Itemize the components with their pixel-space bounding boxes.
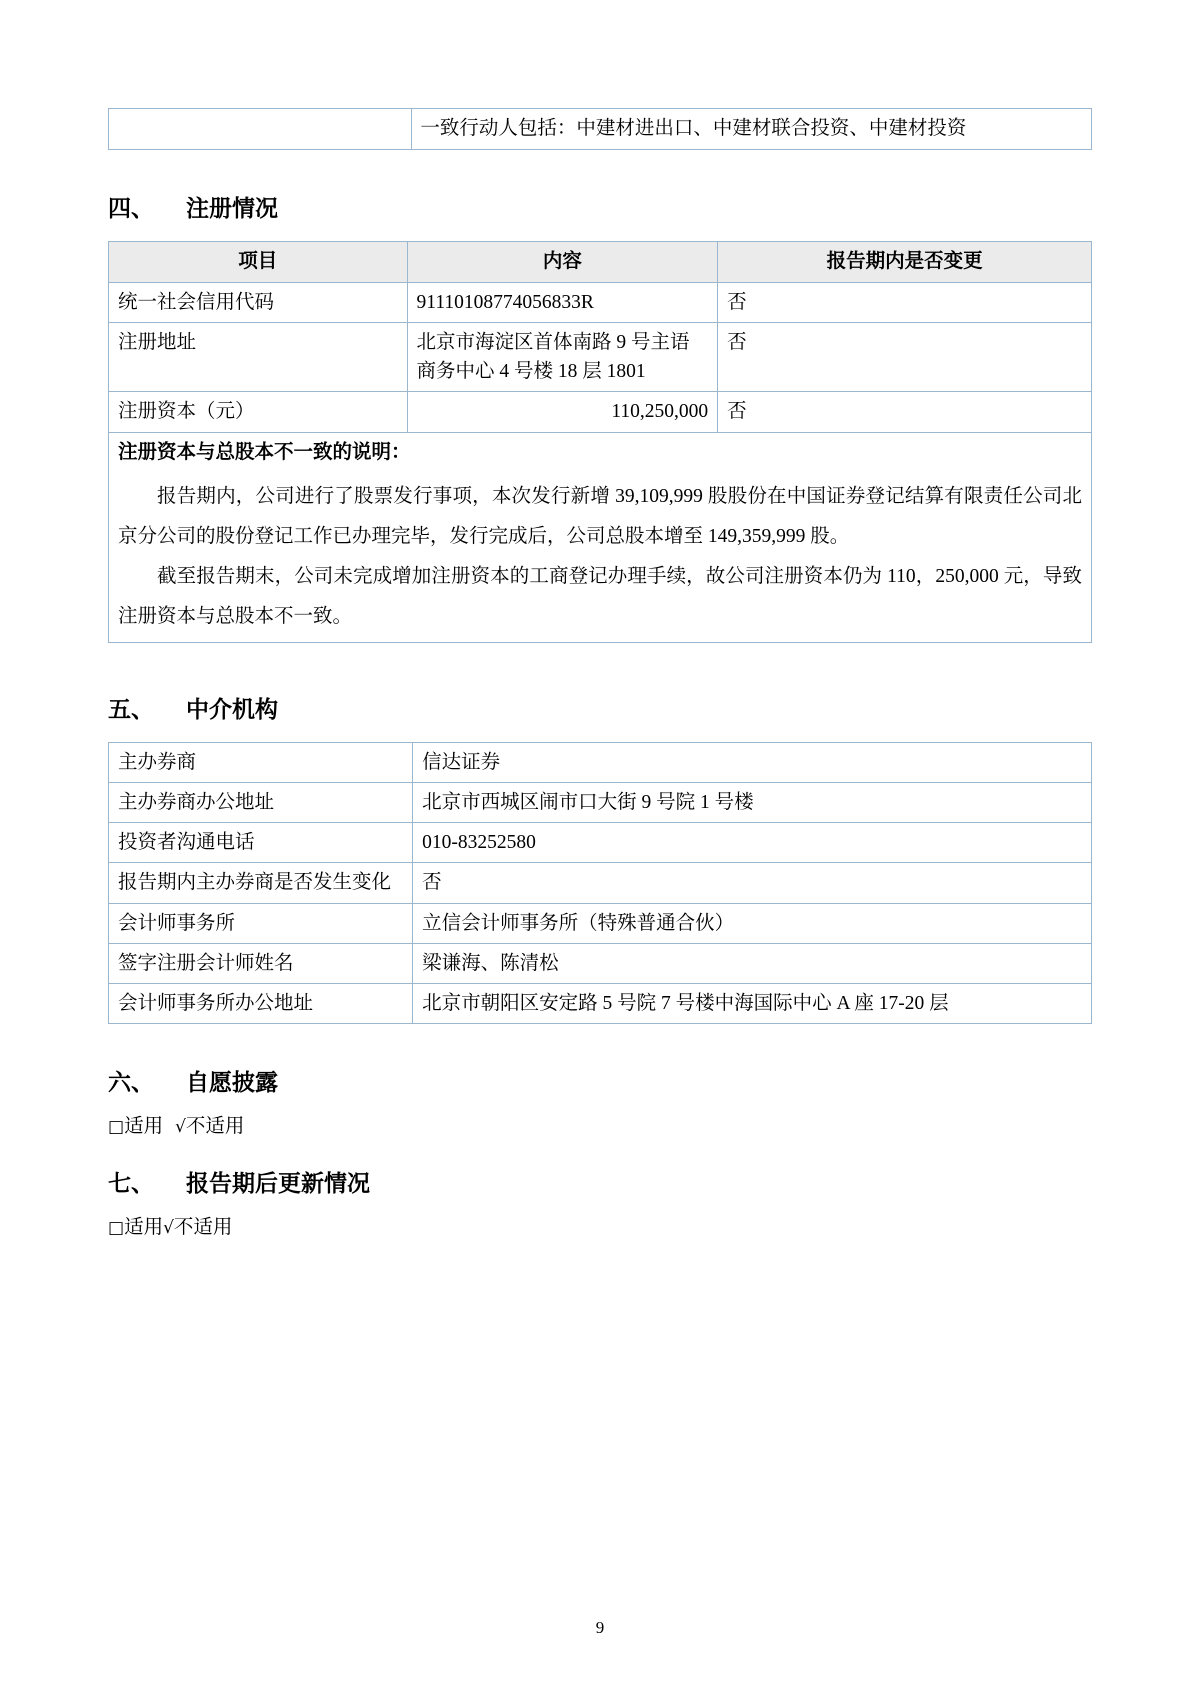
section-number: 六、: [108, 1070, 154, 1096]
cell-item: 统一社会信用代码: [109, 282, 408, 322]
continued-right-cell: 一致行动人包括：中建材进出口、中建材联合投资、中建材投资: [412, 109, 1092, 150]
cell-value: 信达证券: [413, 742, 1092, 782]
section-heading-post-period-update: [108, 1165, 1092, 1198]
table-row: [109, 109, 1092, 150]
table-row: [109, 823, 1092, 863]
intermediary-table: [108, 742, 1092, 1025]
table-header-row: [109, 242, 1092, 282]
note-title: 注册资本与总股本不一致的说明：: [118, 441, 411, 463]
cell-label: 会计师事务所办公地址: [109, 984, 413, 1024]
cell-content: 北京市海淀区首体南路 9 号主语商务中心 4 号楼 18 层 1801: [407, 322, 718, 392]
checkbox-label-applicable: 适用: [124, 1116, 164, 1138]
cell-value: 010-83252580: [413, 823, 1092, 863]
cell-label: 签字注册会计师姓名: [109, 943, 413, 983]
section-heading-intermediary: [108, 691, 1092, 724]
cell-value: 梁谦海、陈清松: [413, 943, 1092, 983]
section-title: 自愿披露: [186, 1070, 278, 1096]
note-paragraph: 截至报告期末，公司未完成增加注册资本的工商登记办理手续，故公司注册资本仍为 110，250,000 元，导致注册资本与总股本不一致。: [118, 565, 1082, 627]
voluntary-disclosure-choice: [108, 1111, 1092, 1142]
cell-changed: 否: [718, 392, 1092, 432]
table-row: [109, 943, 1092, 983]
cell-content: 110,250,000: [407, 392, 718, 432]
section-title: 中介机构: [186, 696, 278, 722]
cell-content: 91110108774056833R: [407, 282, 718, 322]
table-row: [109, 782, 1092, 822]
cell-label: 会计师事务所: [109, 903, 413, 943]
checkbox-checked-icon[interactable]: √: [175, 1117, 186, 1138]
table-row: [109, 863, 1092, 903]
checkbox-label-applicable: 适用: [124, 1216, 164, 1238]
section-heading-registration: [108, 190, 1092, 223]
section-title: 注册情况: [186, 196, 278, 222]
table-row-note: [109, 432, 1092, 642]
cell-item: 注册资本（元）: [109, 392, 408, 432]
table-row: [109, 322, 1092, 392]
table-row: [109, 282, 1092, 322]
section-number: 四、: [108, 196, 154, 222]
checkbox-unchecked-icon[interactable]: □: [108, 1117, 125, 1138]
table-row: [109, 392, 1092, 432]
column-header-item: 项目: [109, 242, 408, 282]
cell-label: 主办券商办公地址: [109, 782, 413, 822]
section-number: 五、: [108, 696, 154, 722]
checkbox-checked-icon[interactable]: √: [163, 1217, 174, 1238]
cell-label: 主办券商: [109, 742, 413, 782]
page-number: 9: [595, 1618, 605, 1637]
checkbox-label-not-applicable: 不适用: [173, 1216, 233, 1238]
registration-table: [108, 241, 1092, 642]
section-heading-voluntary-disclosure: [108, 1064, 1092, 1097]
column-header-content: 内容: [407, 242, 718, 282]
cell-label: 报告期内主办券商是否发生变化: [109, 863, 413, 903]
section-title: 报告期后更新情况: [186, 1170, 370, 1196]
table-row: [109, 984, 1092, 1024]
registration-note-cell: [109, 432, 1092, 642]
table-row: [109, 742, 1092, 782]
continued-left-cell: [109, 109, 412, 150]
cell-value: 立信会计师事务所（特殊普通合伙）: [413, 903, 1092, 943]
section-number: 七、: [108, 1170, 154, 1196]
cell-value: 否: [413, 863, 1092, 903]
cell-changed: 否: [718, 282, 1092, 322]
checkbox-unchecked-icon[interactable]: □: [108, 1217, 125, 1238]
cell-value: 北京市朝阳区安定路 5 号院 7 号楼中海国际中心 A 座 17-20 层: [413, 984, 1092, 1024]
post-period-update-choice: [108, 1212, 1092, 1243]
cell-value: 北京市西城区闹市口大街 9 号院 1 号楼: [413, 782, 1092, 822]
checkbox-label-not-applicable: 不适用: [185, 1116, 245, 1138]
table-row: [109, 903, 1092, 943]
column-header-changed: 报告期内是否变更: [718, 242, 1092, 282]
continued-table: [108, 108, 1092, 150]
cell-changed: 否: [718, 322, 1092, 392]
cell-label: 投资者沟通电话: [109, 823, 413, 863]
note-paragraph: 报告期内，公司进行了股票发行事项，本次发行新增 39,109,999 股股份在中国证券登记结算有限责任公司北京分公司的股份登记工作已办理完毕，发行完成后，公司总股本增至 149,359,999 股。: [118, 485, 1082, 547]
cell-item: 注册地址: [109, 322, 408, 392]
